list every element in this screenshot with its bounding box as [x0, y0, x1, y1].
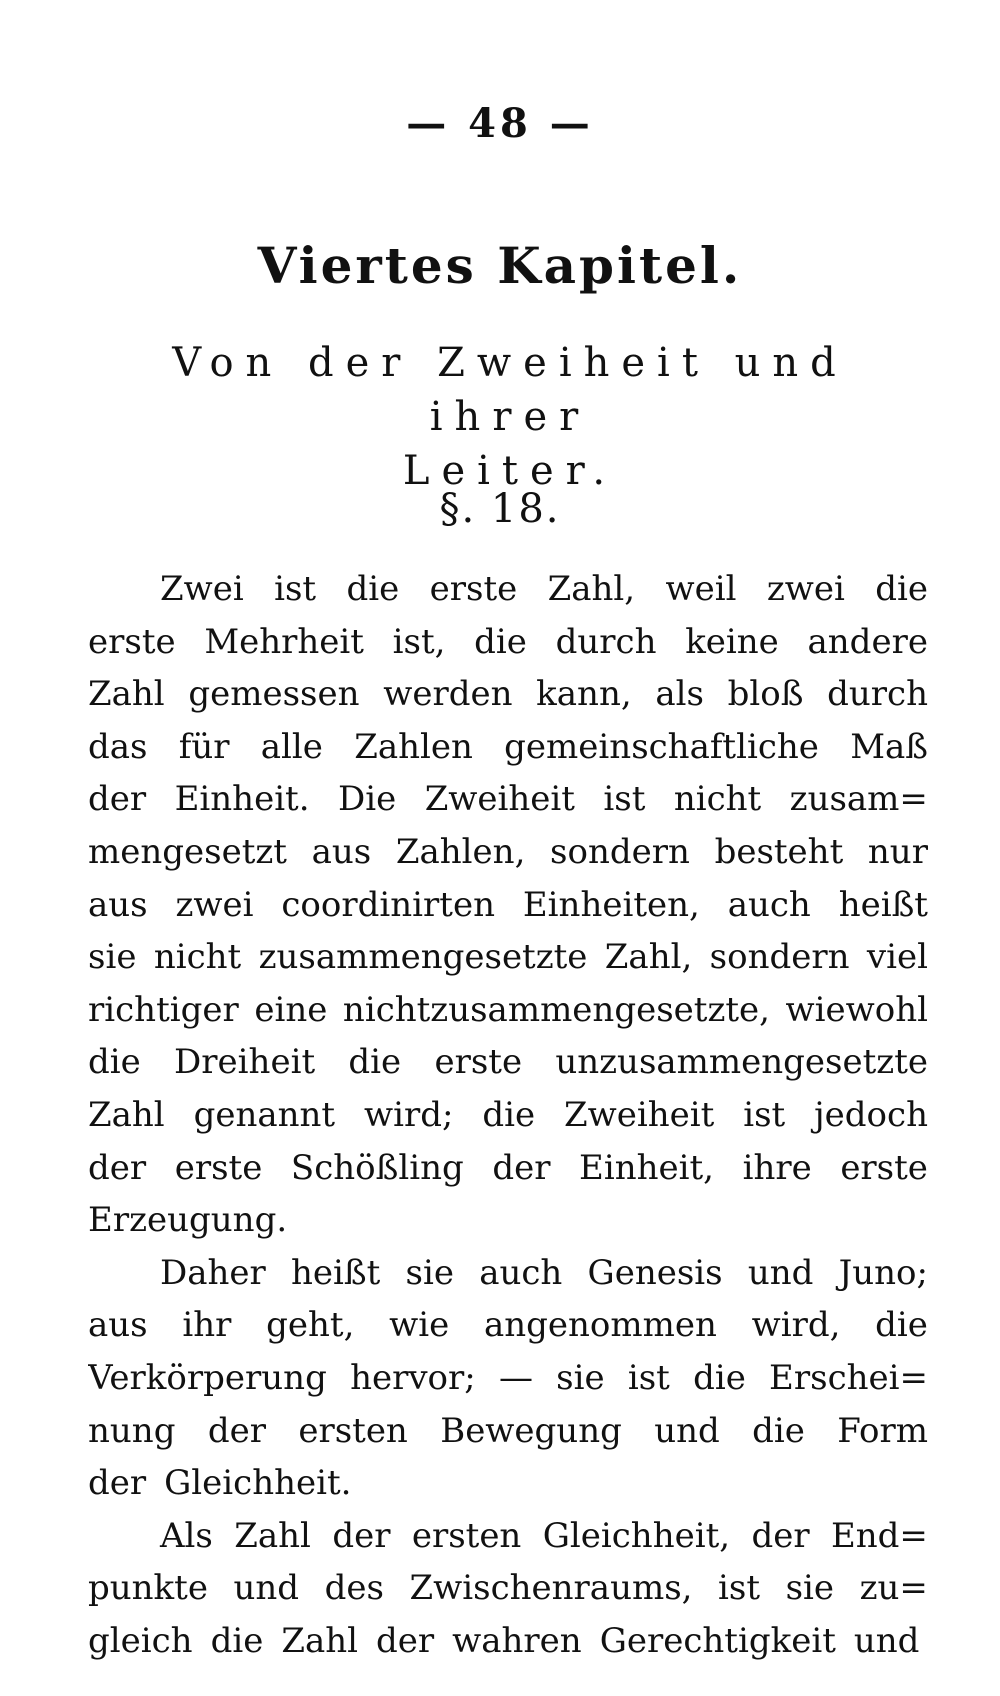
word: Erschei= [769, 1357, 928, 1398]
word: der [88, 1463, 147, 1504]
word: Zahl, [604, 937, 693, 978]
word: keine [685, 621, 779, 662]
word: Als [160, 1515, 213, 1556]
word: gleich [88, 1620, 193, 1661]
word: nur [867, 831, 928, 872]
word: sondern [709, 937, 850, 978]
word: unzusammengesetzte [555, 1042, 928, 1083]
word: nicht [673, 779, 762, 820]
word: und [853, 1620, 920, 1661]
word: Zweiheit [424, 779, 575, 820]
word: die [752, 1410, 805, 1451]
word: der [332, 1515, 391, 1556]
text-line [88, 721, 928, 774]
chapter-subtitle [110, 336, 910, 498]
word: Genesis [587, 1252, 723, 1293]
word: Erzeugung. [88, 1200, 288, 1241]
word: aus [88, 1305, 148, 1346]
text-line [88, 1036, 928, 1089]
chapter-subtitle-line: Von der Zweiheit und ihrer [172, 340, 848, 440]
word: ist, [392, 621, 446, 662]
word: besteht [714, 831, 844, 872]
word: — [498, 1357, 533, 1398]
word: Die [337, 779, 397, 820]
word: Mehrheit [204, 621, 364, 662]
word: ersten [411, 1515, 522, 1556]
text-line [88, 1457, 928, 1510]
word: Zweiheit [564, 1094, 715, 1135]
word: Juno; [838, 1252, 928, 1293]
word: wie [389, 1305, 450, 1346]
word: ihr [182, 1305, 232, 1346]
word: gemeinschaftliche [504, 726, 819, 767]
word: Dreiheit [174, 1042, 316, 1083]
word: aus [311, 831, 372, 872]
word: angenommen [483, 1305, 717, 1346]
word: Zahlen, [395, 831, 526, 872]
word: für [178, 726, 230, 767]
word: die [210, 1620, 264, 1661]
word: zwei [766, 569, 845, 609]
word: die [875, 569, 928, 609]
text-line [88, 1142, 928, 1195]
text-line [88, 563, 928, 616]
word: Zwischenraums, [409, 1568, 693, 1609]
word: die [474, 621, 527, 662]
word: Zahl [88, 1094, 165, 1135]
word: der [751, 1515, 810, 1556]
text-line [88, 1352, 928, 1405]
text-line [88, 1562, 928, 1615]
word: werden [383, 674, 513, 715]
word: wird; [364, 1094, 454, 1135]
word: hervor; [350, 1357, 476, 1398]
word: Einheiten, [522, 884, 700, 925]
word: die [346, 569, 400, 609]
word: gemessen [188, 674, 360, 715]
word: die [88, 1042, 141, 1083]
word: ist [603, 779, 646, 820]
word: zwei [175, 884, 254, 925]
word: und [654, 1410, 720, 1451]
chapter-subtitle-line: Leiter. [402, 448, 618, 494]
text-line [88, 1510, 928, 1563]
word: die [482, 1094, 536, 1135]
text-line [88, 668, 928, 721]
word: zu= [859, 1568, 928, 1609]
word: zusam= [789, 779, 928, 820]
text-line [88, 773, 928, 826]
word: mengesetzt [88, 831, 287, 872]
word: und [747, 1252, 814, 1293]
word: sie [556, 1357, 605, 1398]
word: die [693, 1357, 746, 1398]
text-line [88, 826, 928, 879]
word: wahren [452, 1620, 582, 1661]
word: heißt [838, 884, 928, 925]
word: erste [434, 1042, 523, 1083]
word: aus [88, 884, 148, 925]
section-heading: §. 18. [439, 486, 561, 532]
word: wiewohl [785, 989, 928, 1030]
body-text [88, 563, 928, 1667]
word: richtiger [88, 989, 239, 1030]
word: viel [866, 937, 928, 978]
word: coordinirten [281, 884, 495, 925]
text-line [88, 1194, 928, 1247]
word: als [655, 674, 704, 715]
word: erste [174, 1147, 263, 1188]
text-line [88, 1089, 928, 1142]
word: der [88, 1147, 147, 1188]
word: Gerechtigkeit [599, 1620, 836, 1661]
word: der [88, 779, 147, 820]
word: des [324, 1568, 384, 1609]
word: ersten [298, 1410, 408, 1451]
word: ist [627, 1357, 670, 1398]
word: ist [743, 1094, 786, 1135]
word: geht, [266, 1305, 355, 1346]
word: Gleichheit. [164, 1463, 352, 1504]
word: alle [260, 726, 323, 767]
word: die [348, 1042, 402, 1083]
word: eine [254, 989, 328, 1030]
word: nicht [153, 937, 242, 978]
word: durch [827, 674, 928, 715]
word: Gleichheit, [542, 1515, 731, 1556]
word: auch [727, 884, 811, 925]
word: das [88, 726, 148, 767]
text-line [88, 616, 928, 669]
word: wird, [751, 1305, 841, 1346]
word: Zwei [160, 569, 244, 609]
word: sie [785, 1568, 835, 1609]
word: ihre [742, 1147, 812, 1188]
word: der [492, 1147, 551, 1188]
word: erste [88, 621, 176, 662]
word: Einheit, [579, 1147, 714, 1188]
word: Verkörperung [88, 1357, 327, 1398]
word: kann, [536, 674, 632, 715]
word: Maß [850, 726, 928, 767]
word: sondern [550, 831, 690, 872]
word: Bewegung [440, 1410, 622, 1451]
word: Zahl [234, 1515, 311, 1556]
word: Zahl [281, 1620, 359, 1661]
word: auch [479, 1252, 563, 1293]
word: sie [88, 937, 137, 978]
word: der [376, 1620, 435, 1661]
word: erste [429, 569, 518, 609]
word: Zahl, [547, 569, 636, 609]
word: Form [837, 1410, 928, 1451]
text-line [88, 1405, 928, 1458]
text-line [88, 1615, 928, 1668]
word: sie [405, 1252, 454, 1293]
word: ist [274, 569, 317, 609]
word: Zahl [88, 674, 165, 715]
word: heißt [291, 1252, 381, 1293]
word: bloß [727, 674, 804, 715]
word: zusammengesetzte [258, 937, 588, 978]
chapter-title: Viertes Kapitel. [257, 236, 743, 295]
word: Einheit. [174, 779, 310, 820]
word: erste [840, 1147, 928, 1188]
word: andere [807, 621, 928, 662]
word: ist [718, 1568, 761, 1609]
word: und [233, 1568, 300, 1609]
word: die [875, 1305, 928, 1346]
word: der [207, 1410, 266, 1451]
text-line [88, 931, 928, 984]
word: nichtzusammengesetzte, [342, 989, 770, 1030]
word: punkte [88, 1568, 208, 1609]
word: genannt [193, 1094, 336, 1135]
word: End= [830, 1515, 928, 1556]
word: Zahlen [354, 726, 473, 767]
text-line [88, 1247, 928, 1300]
word: Schößling [290, 1147, 464, 1188]
word: weil [665, 569, 737, 609]
word: jedoch [814, 1094, 928, 1135]
text-line [88, 1299, 928, 1352]
text-line [88, 984, 928, 1037]
text-line [88, 879, 928, 932]
word: durch [555, 621, 657, 662]
page-number: — 48 — [406, 100, 594, 147]
word: nung [88, 1410, 176, 1451]
word: Daher [160, 1252, 266, 1293]
